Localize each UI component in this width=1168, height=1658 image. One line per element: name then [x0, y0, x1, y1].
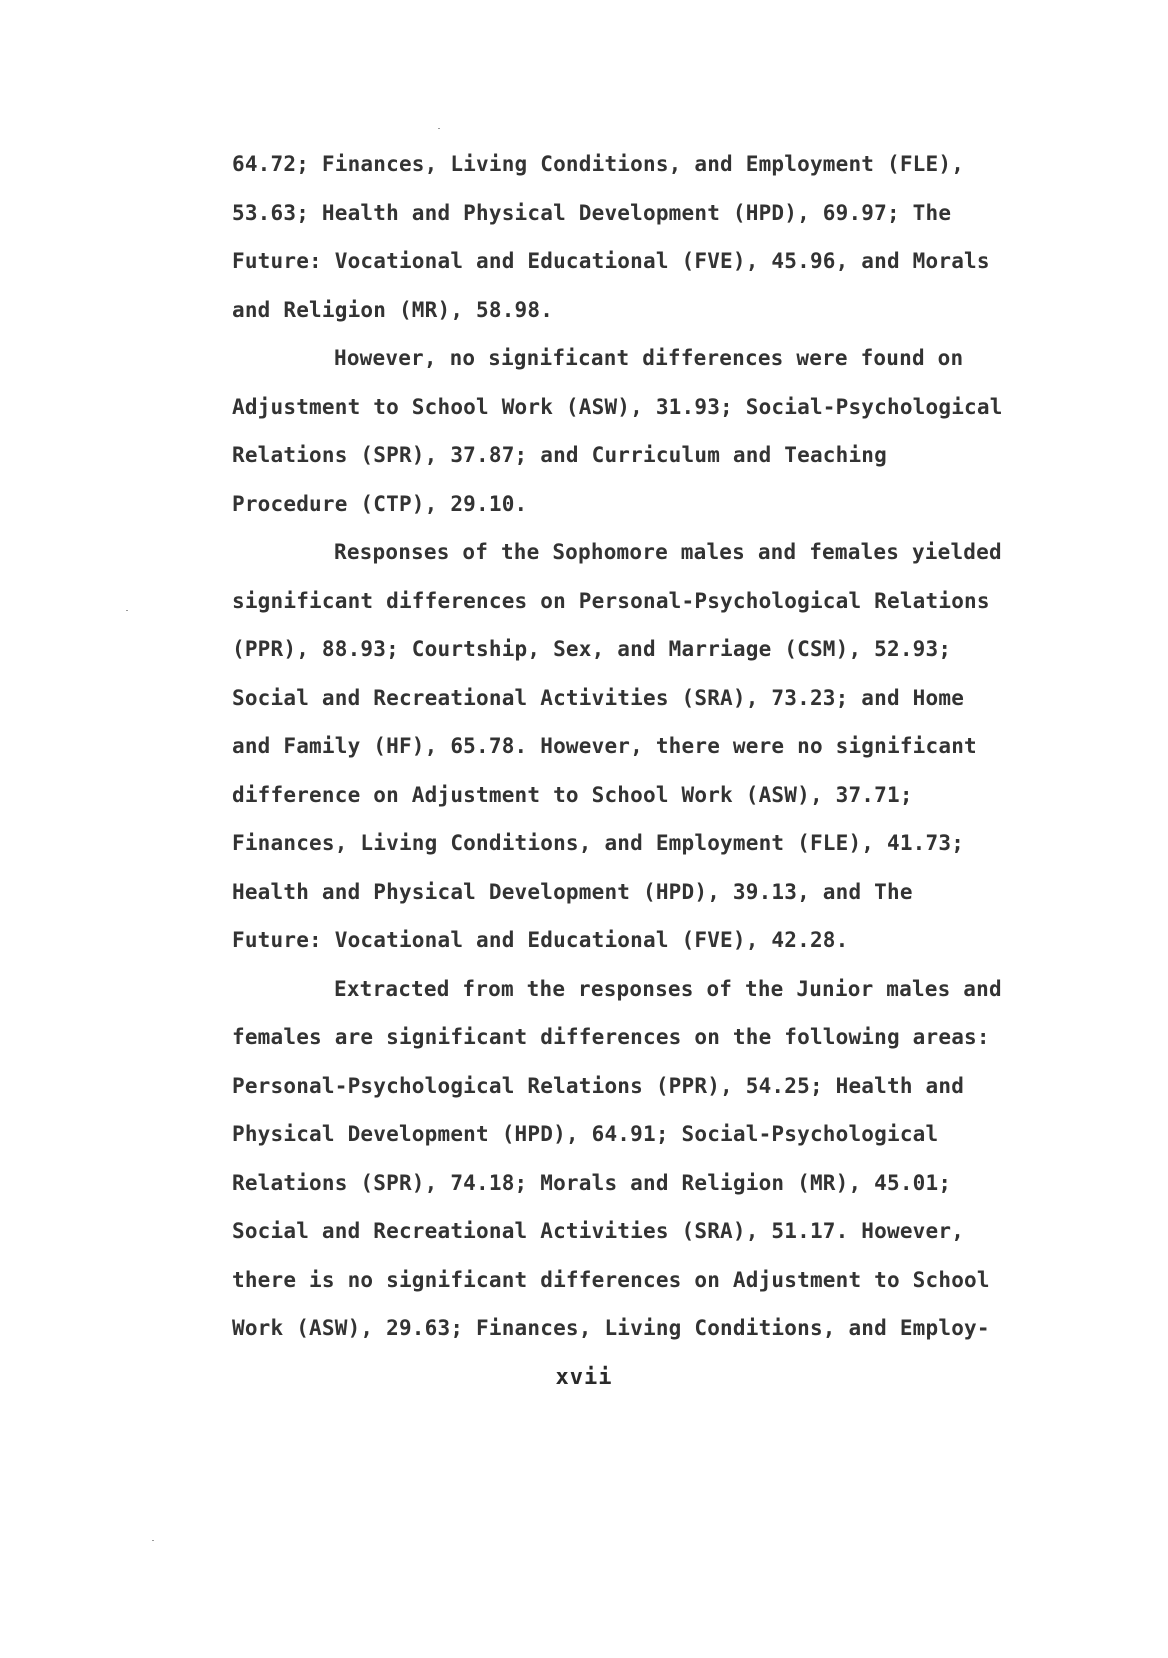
scan-speck [126, 610, 128, 611]
text-line: females are significant differences on the following areas: [232, 1025, 990, 1049]
text-line: Social and Recreational Activities (SRA), 51.17. However, [232, 1219, 965, 1243]
text-line: Future: Vocational and Educational (FVE), 42.28. [232, 928, 849, 952]
text-line: significant differences on Personal-Psychological Relations [232, 588, 990, 613]
text-line: difference on Adjustment to School Work (ASW), 37.71; [232, 782, 913, 807]
text-line: Procedure (CTP), 29.10. [232, 491, 528, 516]
paragraph-start-line: However, no significant differences were found on [334, 346, 964, 370]
body-text [232, 140, 1132, 1353]
text-line: and Religion (MR), 58.98. [232, 297, 554, 322]
text-line: Future: Vocational and Educational (FVE), 45.96, and Morals [232, 249, 990, 273]
text-line: Personal-Psychological Relations (PPR), 54.25; Health and [232, 1073, 965, 1098]
page-number: xvii [555, 1365, 613, 1390]
text-line: Work (ASW), 29.63; Finances, Living Conditions, and Employ- [232, 1316, 990, 1340]
text-line: Adjustment to School Work (ASW), 31.93; Social-Psychological [232, 394, 1003, 419]
text-line: Health and Physical Development (HPD), 39.13, and The [232, 879, 913, 904]
text-line: Relations (SPR), 37.87; and Curriculum and Teaching [232, 443, 887, 467]
text-line: there is no significant differences on Adjustment to School [232, 1267, 990, 1292]
scan-speck [152, 1540, 154, 1541]
text-line: Finances, Living Conditions, and Employment (FLE), 41.73; [232, 831, 965, 855]
paragraph-start-line: Responses of the Sophomore males and females yielded [334, 540, 1002, 564]
text-line: Social and Recreational Activities (SRA), 73.23; and Home [232, 685, 965, 710]
text-line: (PPR), 88.93; Courtship, Sex, and Marriage (CSM), 52.93; [232, 637, 952, 661]
paragraph-start-line: Extracted from the responses of the Junior males and [334, 976, 1002, 1001]
text-line: 53.63; Health and Physical Development (HPD), 69.97; The [232, 200, 952, 225]
scan-speck [438, 128, 440, 129]
text-line: Physical Development (HPD), 64.91; Social-Psychological [232, 1122, 939, 1146]
text-line: and Family (HF), 65.78. However, there were no significant [232, 734, 977, 758]
text-line: Relations (SPR), 74.18; Morals and Religion (MR), 45.01; [232, 1170, 952, 1195]
text-line: 64.72; Finances, Living Conditions, and Employment (FLE), [232, 152, 965, 176]
